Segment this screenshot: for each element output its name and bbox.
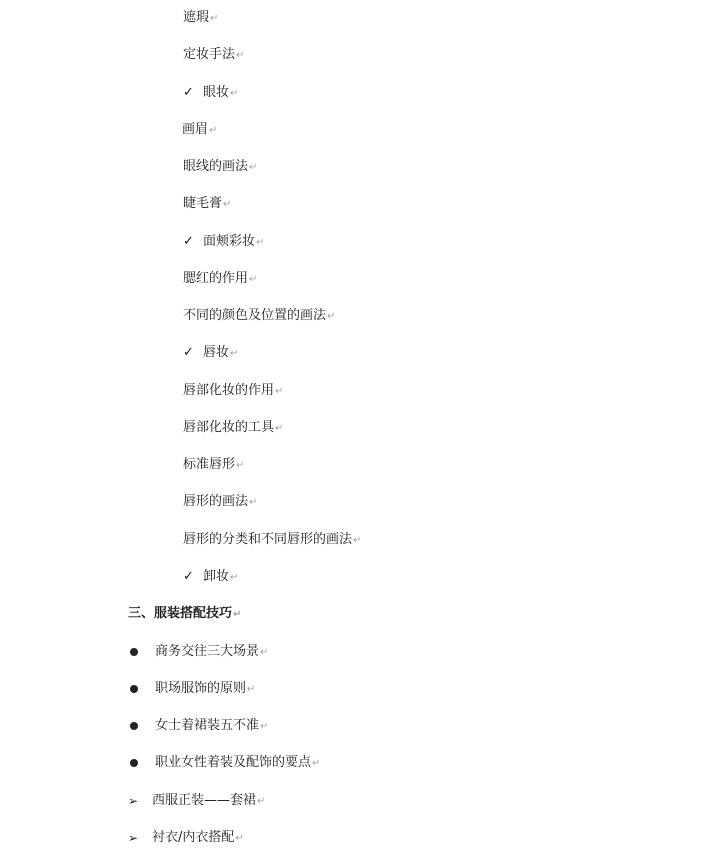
item-text: 卸妆 — [203, 569, 230, 584]
item-text: 唇形的画法 — [183, 494, 249, 509]
item-text: 唇部化妆的作用 — [183, 383, 275, 398]
list-item-checked — [183, 342, 238, 364]
paragraph-mark-icon: ↵ — [275, 423, 284, 434]
bullet-item — [128, 678, 255, 700]
paragraph-mark-icon: ↵ — [256, 237, 265, 248]
bullet-dot-icon — [130, 648, 138, 656]
list-item-checked — [183, 231, 264, 253]
paragraph-mark-icon: ↵ — [235, 833, 244, 844]
list-item — [183, 193, 231, 215]
item-text: 职业女性着装及配饰的要点 — [155, 755, 312, 770]
item-text: 衬衣/内衣搭配 — [152, 830, 235, 845]
item-text: 画眉 — [182, 122, 209, 137]
paragraph-mark-icon: ↵ — [257, 796, 266, 807]
list-item — [183, 491, 257, 513]
item-text: 睫毛膏 — [183, 196, 223, 211]
item-text: 女士着裙装五不准 — [155, 718, 260, 733]
arrow-item — [128, 790, 265, 812]
item-text: 唇妆 — [203, 345, 230, 360]
item-text: 遮瑕 — [183, 10, 210, 25]
bullet-dot-icon — [130, 722, 138, 730]
paragraph-mark-icon: ↵ — [249, 497, 258, 508]
paragraph-mark-icon: ↵ — [236, 50, 245, 61]
checkmark-icon: ✓ — [183, 345, 194, 360]
list-item — [183, 44, 244, 66]
bullet-item — [128, 641, 268, 663]
paragraph-mark-icon: ↵ — [233, 609, 242, 620]
paragraph-mark-icon: ↵ — [236, 460, 245, 471]
section-heading — [128, 603, 241, 625]
list-item — [182, 119, 217, 141]
item-text: 标准唇形 — [183, 457, 236, 472]
list-item — [183, 454, 244, 476]
arrow-bullet-icon: ➢ — [128, 794, 139, 808]
list-item-checked — [183, 566, 238, 588]
item-text: 西服正装——套裙 — [152, 793, 257, 808]
paragraph-mark-icon: ↵ — [247, 684, 256, 695]
paragraph-mark-icon: ↵ — [260, 647, 269, 658]
list-item — [183, 7, 218, 29]
item-text: 唇部化妆的工具 — [183, 420, 275, 435]
list-item-checked — [183, 82, 238, 104]
heading-text: 三、服装搭配技巧 — [128, 606, 233, 621]
list-item — [183, 380, 283, 402]
paragraph-mark-icon: ↵ — [210, 13, 219, 24]
item-text: 商务交往三大场景 — [155, 644, 260, 659]
paragraph-mark-icon: ↵ — [249, 274, 258, 285]
paragraph-mark-icon: ↵ — [230, 572, 239, 583]
checkmark-icon: ✓ — [183, 85, 194, 100]
bullet-dot-icon — [130, 759, 138, 767]
item-text: 眼妆 — [203, 85, 230, 100]
paragraph-mark-icon: ↵ — [223, 199, 232, 210]
paragraph-mark-icon: ↵ — [209, 125, 218, 136]
paragraph-mark-icon: ↵ — [275, 386, 284, 397]
item-text: 唇形的分类和不同唇形的画法 — [183, 532, 353, 547]
checkmark-icon: ✓ — [183, 569, 194, 584]
item-text: 面颊彩妆 — [203, 234, 256, 249]
item-text: 不同的颜色及位置的画法 — [183, 308, 327, 323]
list-item — [183, 305, 335, 327]
paragraph-mark-icon: ↵ — [230, 348, 239, 359]
list-item — [183, 156, 257, 178]
checkmark-icon: ✓ — [183, 234, 194, 249]
paragraph-mark-icon: ↵ — [312, 758, 321, 769]
item-text: 眼线的画法 — [183, 159, 249, 174]
bullet-item — [128, 752, 320, 774]
arrow-item — [128, 827, 244, 849]
item-text: 定妆手法 — [183, 47, 236, 62]
list-item — [183, 417, 283, 439]
list-item — [183, 529, 361, 551]
bullet-dot-icon — [130, 685, 138, 693]
arrow-bullet-icon: ➢ — [128, 831, 139, 845]
paragraph-mark-icon: ↵ — [327, 311, 336, 322]
item-text: 职场服饰的原则 — [155, 681, 247, 696]
list-item — [183, 268, 257, 290]
paragraph-mark-icon: ↵ — [249, 162, 258, 173]
item-text: 腮红的作用 — [183, 271, 249, 286]
paragraph-mark-icon: ↵ — [260, 721, 269, 732]
bullet-item — [128, 715, 268, 737]
paragraph-mark-icon: ↵ — [230, 88, 239, 99]
paragraph-mark-icon: ↵ — [353, 535, 362, 546]
